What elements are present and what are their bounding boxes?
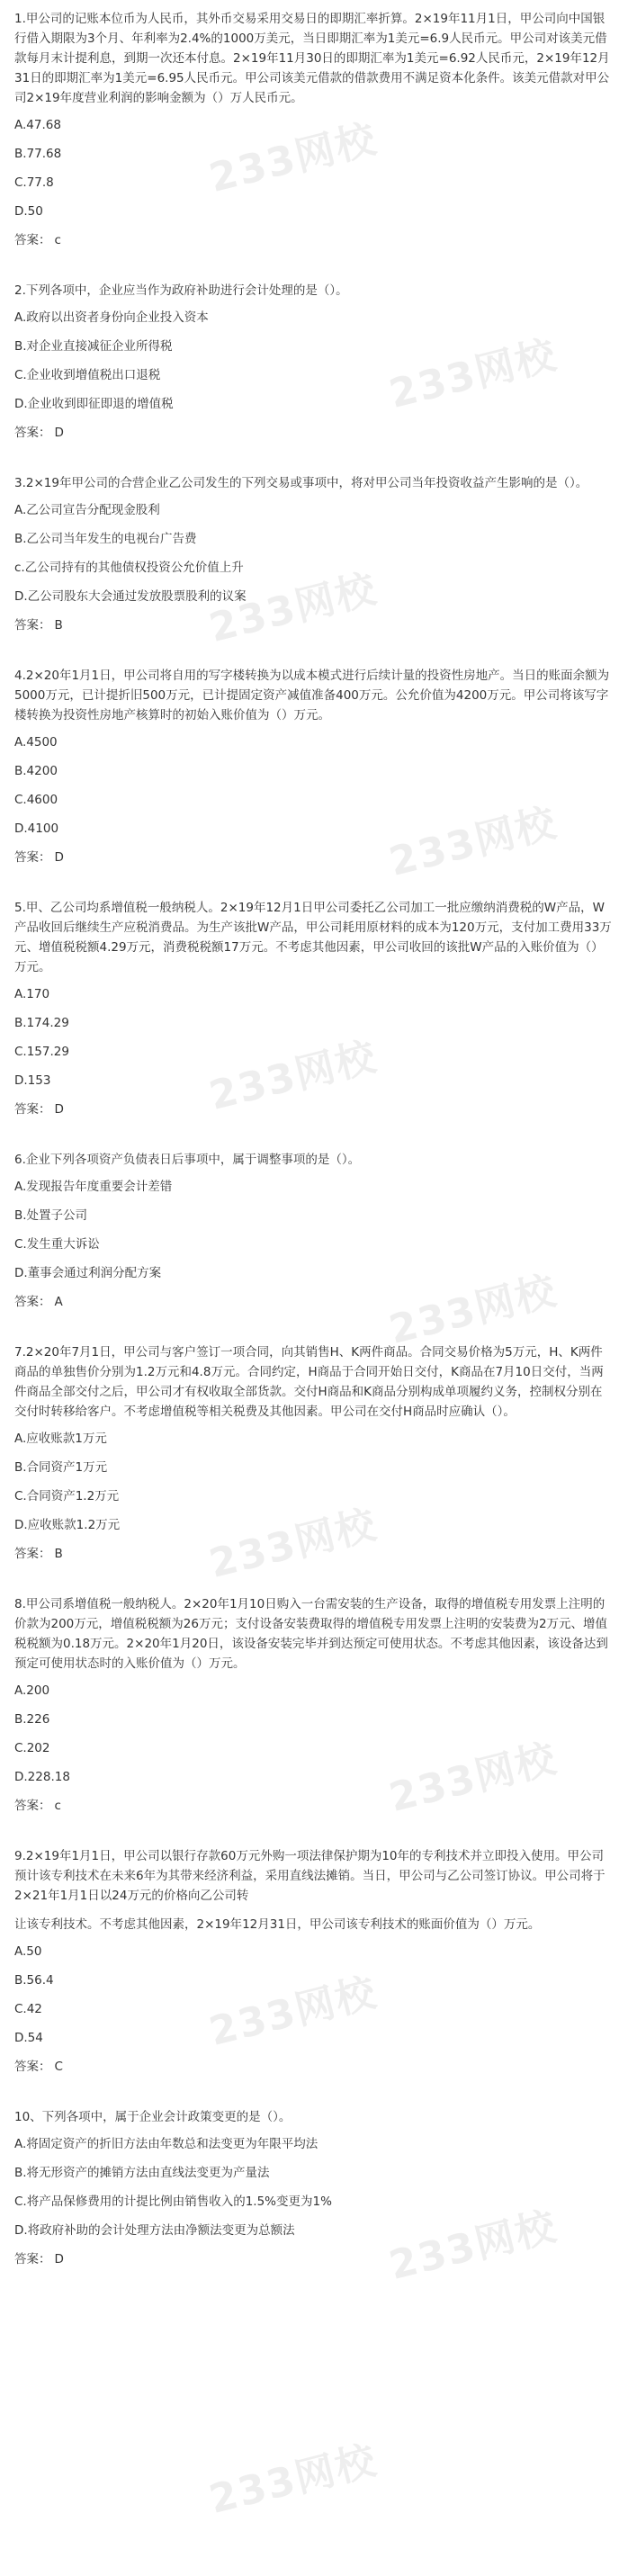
- watermark: 233网校: [384, 1267, 562, 1354]
- option-c: c.乙公司持有的其他债权投资公允价值上升: [14, 561, 244, 575]
- question-7: [14, 1342, 614, 1562]
- option-d: D.228.18: [14, 1770, 70, 1784]
- answer-label: 答案：: [14, 1295, 51, 1309]
- answer-label: 答案：: [14, 2252, 51, 2266]
- watermark: 233网校: [384, 2203, 562, 2290]
- answer-line: [14, 232, 614, 248]
- option-c: C.将产品保修费用的计提比例由销售收入的1.5%变更为1%: [14, 2195, 332, 2209]
- option-d: D.董事会通过利润分配方案: [14, 1266, 162, 1280]
- option-c: C.合同资产1.2万元: [14, 1489, 120, 1503]
- answer-line: [14, 1101, 614, 1117]
- watermark: 233网校: [384, 799, 562, 886]
- question-1: [14, 9, 614, 248]
- option-d: D.乙公司股东大会通过发放股票股利的议案: [14, 589, 247, 604]
- answer-line: [14, 617, 614, 633]
- watermark: 233网校: [204, 2437, 382, 2524]
- answer-value: B: [54, 1547, 63, 1561]
- option-b: B.77.68: [14, 147, 62, 161]
- option-b: B.对企业直接减征企业所得税: [14, 339, 173, 354]
- question-4: [14, 666, 614, 866]
- watermark: 233网校: [204, 1033, 382, 1120]
- question-stem: 9.2×19年1月1日，甲公司以银行存款60万元外购一项法律保护期为10年的专利技术并立即投入使用。甲公司预计该专利技术在未来6年为其带来经济利益，采用直线法摊销。当日，甲公司与乙公司签订协议。甲公司将于2×21年1月1日以24万元的价格向乙公司转: [14, 1849, 606, 1903]
- watermark: 233网校: [204, 1969, 382, 2056]
- option-c: C.157.29: [14, 1045, 69, 1059]
- question-stem: 4.2×20年1月1日，甲公司将自用的写字楼转换为以成本模式进行后续计量的投资性房地产。当日的账面余额为5000万元，已计提折旧500万元，已计提固定资产减值准备400万元。公允价值为4200万元。甲公司将该写字楼转换为投资性房地产核算时的初始入账价值为（）万元。: [14, 669, 610, 723]
- question-3: [14, 473, 614, 633]
- answer-label: 答案：: [14, 1799, 51, 1813]
- answer-label: 答案：: [14, 1102, 51, 1117]
- answer-value: D: [54, 1102, 64, 1117]
- answer-line: [14, 2251, 614, 2267]
- option-a: A.政府以出资者身份向企业投入资本: [14, 310, 209, 325]
- answer-value: C: [54, 2060, 63, 2074]
- question-stem-continued: 让该专利技术。不考虑其他因素，2×19年12月31日，甲公司该专利技术的账面价值为（）万元。: [14, 1917, 541, 1932]
- question-10: [14, 2107, 614, 2267]
- option-a: A.4500: [14, 735, 58, 749]
- option-d: D.54: [14, 2031, 43, 2045]
- watermark: 233网校: [204, 565, 382, 652]
- question-stem: 1.甲公司的记账本位币为人民币，其外币交易采用交易日的即期汇率折算。2×19年11月1日，甲公司向中国银行借入期限为3个月、年利率为2.4%的1000万美元，当日即期汇率为1美元=6.9人民币元。甲公司对该美元借款每月末计提利息，到期一次还本付息。2×19年11月30日的即期汇率为1美元=6.92人民币元，2×19年12月31日的即期汇率为1美元=6.95人民币元。甲公司该美元借款的借款费用不满足资本化条件。该美元借款对甲公司2×19年度营业利润的影响金额为（）万人民币元。: [14, 12, 610, 105]
- option-d: D.应收账款1.2万元: [14, 1518, 121, 1532]
- option-a: A.47.68: [14, 118, 61, 132]
- answer-value: B: [54, 618, 63, 633]
- question-stem: 8.甲公司系增值税一般纳税人。2×20年1月10日购入一台需安装的生产设备，取得的增值税专用发票上注明的价款为200万元，增值税税额为26万元；支付设备安装费取得的增值税专用发票上注明的安装费为2万元、增值税税额为0.18万元。2×20年1月20日，该设备安装完毕并到达预定可使用状态。不考虑其他因素，该设备达到预定可使用状态时的入账价值为（）万元。: [14, 1597, 608, 1671]
- answer-label: 答案：: [14, 850, 51, 865]
- option-b: B.合同资产1万元: [14, 1460, 108, 1475]
- option-a: A.应收账款1万元: [14, 1432, 107, 1446]
- question-stem: 5.甲、乙公司均系增值税一般纳税人。2×19年12月1日甲公司委托乙公司加工一批应缴纳消费税的W产品，W产品收回后继续生产应税消费品。为生产该批W产品，甲公司耗用原材料的成本为120万元，支付加工费用33万元、增值税税额4.29万元，消费税税额17万元。不考虑其他因素，甲公司收回的该批W产品的入账价值为（）万元。: [14, 901, 612, 974]
- answer-line: [14, 849, 614, 866]
- option-b: B.56.4: [14, 1973, 54, 1988]
- answer-line: [14, 1798, 614, 1814]
- option-a: A.200: [14, 1683, 50, 1698]
- option-a: A.乙公司宣告分配现金股利: [14, 503, 160, 517]
- option-a: A.50: [14, 1944, 42, 1959]
- option-b: B.174.29: [14, 1016, 69, 1030]
- answer-label: 答案：: [14, 1547, 51, 1561]
- option-b: B.226: [14, 1712, 50, 1727]
- option-d: D.将政府补助的会计处理方法由净额法变更为总额法: [14, 2223, 295, 2238]
- answer-label: 答案：: [14, 233, 51, 247]
- answer-value: D: [54, 426, 64, 440]
- option-c: C.202: [14, 1741, 50, 1755]
- answer-line: [14, 1294, 614, 1310]
- answer-value: c: [54, 1799, 61, 1813]
- question-2: [14, 281, 614, 441]
- answer-label: 答案：: [14, 426, 51, 440]
- option-c: C.42: [14, 2002, 42, 2016]
- option-a: A.将固定资产的折旧方法由年数总和法变更为年限平均法: [14, 2137, 318, 2151]
- answer-line: [14, 2059, 614, 2075]
- question-stem: 2.下列各项中，企业应当作为政府补助进行会计处理的是（）。: [14, 283, 348, 298]
- option-c: C.77.8: [14, 175, 54, 190]
- option-c: C.4600: [14, 793, 58, 807]
- option-d: D.153: [14, 1073, 51, 1088]
- question-6: [14, 1150, 614, 1310]
- answer-line: [14, 425, 614, 441]
- option-c: C.发生重大诉讼: [14, 1237, 100, 1252]
- watermark: 233网校: [384, 1735, 562, 1822]
- option-d: D.企业收到即征即退的增值税: [14, 397, 174, 411]
- option-b: B.4200: [14, 764, 58, 778]
- question-5: [14, 898, 614, 1117]
- option-d: D.4100: [14, 821, 59, 836]
- option-d: D.50: [14, 204, 43, 219]
- answer-value: A: [54, 1295, 63, 1309]
- question-9: [14, 1846, 614, 2075]
- answer-value: D: [54, 2252, 64, 2266]
- answer-value: c: [54, 233, 61, 247]
- option-b: B.乙公司当年发生的电视台广告费: [14, 532, 197, 546]
- answer-label: 答案：: [14, 618, 51, 633]
- question-stem: 6.企业下列各项资产负债表日后事项中，属于调整事项的是（）。: [14, 1153, 361, 1167]
- question-stem: 3.2×19年甲公司的合营企业乙公司发生的下列交易或事项中，将对甲公司当年投资收益产生影响的是（）。: [14, 476, 588, 490]
- answer-label: 答案：: [14, 2060, 51, 2074]
- answer-value: D: [54, 850, 64, 865]
- option-c: C.企业收到增值税出口退税: [14, 368, 161, 382]
- watermark: 233网校: [204, 1501, 382, 1588]
- watermark: 233网校: [204, 115, 382, 202]
- question-8: [14, 1594, 614, 1814]
- question-stem: 10、下列各项中，属于企业会计政策变更的是（）。: [14, 2110, 292, 2124]
- option-a: A.170: [14, 987, 50, 1001]
- option-b: B.将无形资产的摊销方法由直线法变更为产量法: [14, 2166, 270, 2180]
- option-b: B.处置子公司: [14, 1208, 88, 1223]
- answer-line: [14, 1546, 614, 1562]
- question-stem: 7.2×20年7月1日，甲公司与客户签订一项合同，向其销售H、K两件商品。合同交易价格为5万元，H、K两件商品的单独售价分别为1.2万元和4.8万元。合同约定，H商品于合同开始日交付，K商品在7月10日交付，当两件商品全部交付之后，甲公司才有权收取全部货款。交付H商品和K商品分别构成单项履约义务，控制权分别在交付时转移给客户。不考虑增值税等相关税费及其他因素。甲公司在交付H商品时应确认（）。: [14, 1345, 604, 1419]
- option-a: A.发现报告年度重要会计差错: [14, 1180, 173, 1194]
- watermark: 233网校: [384, 331, 562, 418]
